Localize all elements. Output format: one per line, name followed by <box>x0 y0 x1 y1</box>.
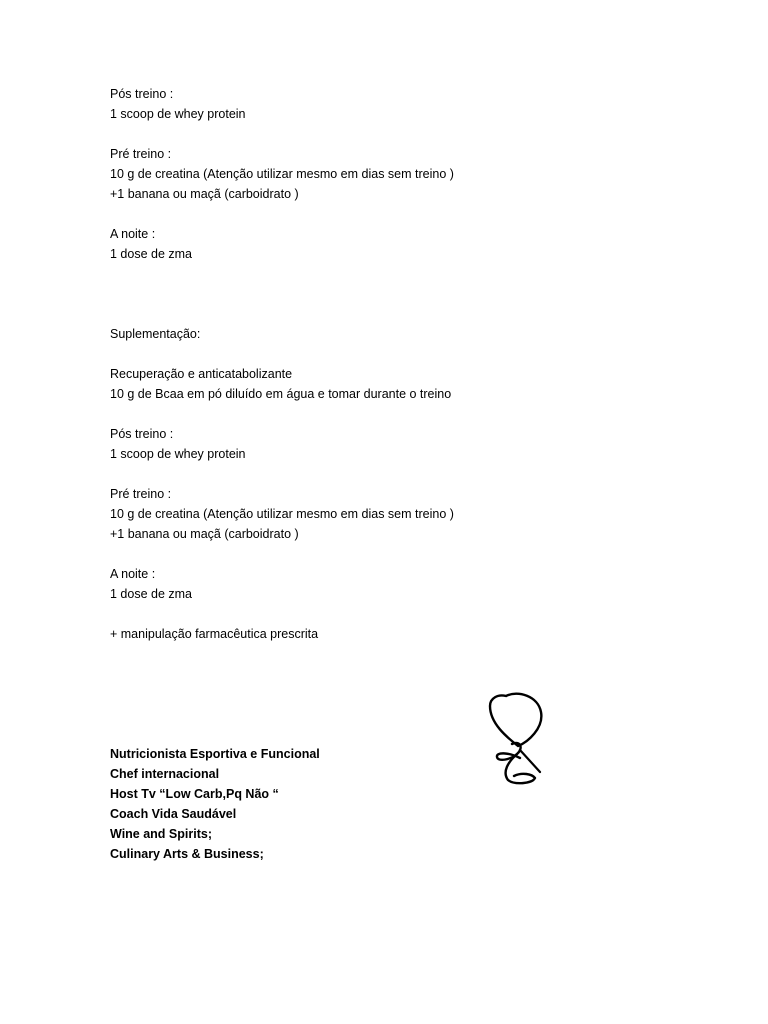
spacer <box>110 604 670 624</box>
noite-item: 1 dose de zma <box>110 247 192 261</box>
pos-treino-title: Pós treino : <box>110 427 174 441</box>
noite-title: A noite : <box>110 227 156 241</box>
spacer <box>110 404 670 424</box>
spacer <box>110 464 670 484</box>
pos-treino-title: Pós treino : <box>110 87 174 101</box>
credential-line: Culinary Arts & Business; <box>110 847 264 861</box>
credential-line: Host Tv “Low Carb,Pq Não “ <box>110 787 279 801</box>
credential-line: Nutricionista Esportiva e Funcional <box>110 747 320 761</box>
handwritten-signature <box>484 688 548 788</box>
pre-treino-item: +1 banana ou maçã (carboidrato ) <box>110 527 299 541</box>
document-body <box>110 84 670 864</box>
spacer <box>110 344 670 364</box>
pre-treino-item: +1 banana ou maçã (carboidrato ) <box>110 187 299 201</box>
spacer <box>110 204 670 224</box>
spacer <box>110 644 670 744</box>
pos-treino-item: 1 scoop de whey protein <box>110 107 246 121</box>
pos-treino-item: 1 scoop de whey protein <box>110 447 246 461</box>
credential-line: Wine and Spirits; <box>110 827 212 841</box>
credential-line: Coach Vida Saudável <box>110 807 237 821</box>
spacer <box>110 544 670 564</box>
manipulation-note: + manipulação farmacêutica prescrita <box>110 627 319 641</box>
recovery-item: 10 g de Bcaa em pó diluído em água e tomar durante o treino <box>110 387 452 401</box>
noite-title: A noite : <box>110 567 156 581</box>
recovery-title: Recuperação e anticatabolizante <box>110 367 293 381</box>
noite-item: 1 dose de zma <box>110 587 192 601</box>
credential-line: Chef internacional <box>110 767 220 781</box>
supplementation-heading: Suplementação: <box>110 327 201 341</box>
pre-treino-title: Pré treino : <box>110 147 172 161</box>
spacer <box>110 124 670 144</box>
pre-treino-title: Pré treino : <box>110 487 172 501</box>
pre-treino-item: 10 g de creatina (Atenção utilizar mesmo em dias sem treino ) <box>110 507 454 521</box>
pre-treino-item: 10 g de creatina (Atenção utilizar mesmo em dias sem treino ) <box>110 167 454 181</box>
spacer <box>110 264 670 324</box>
